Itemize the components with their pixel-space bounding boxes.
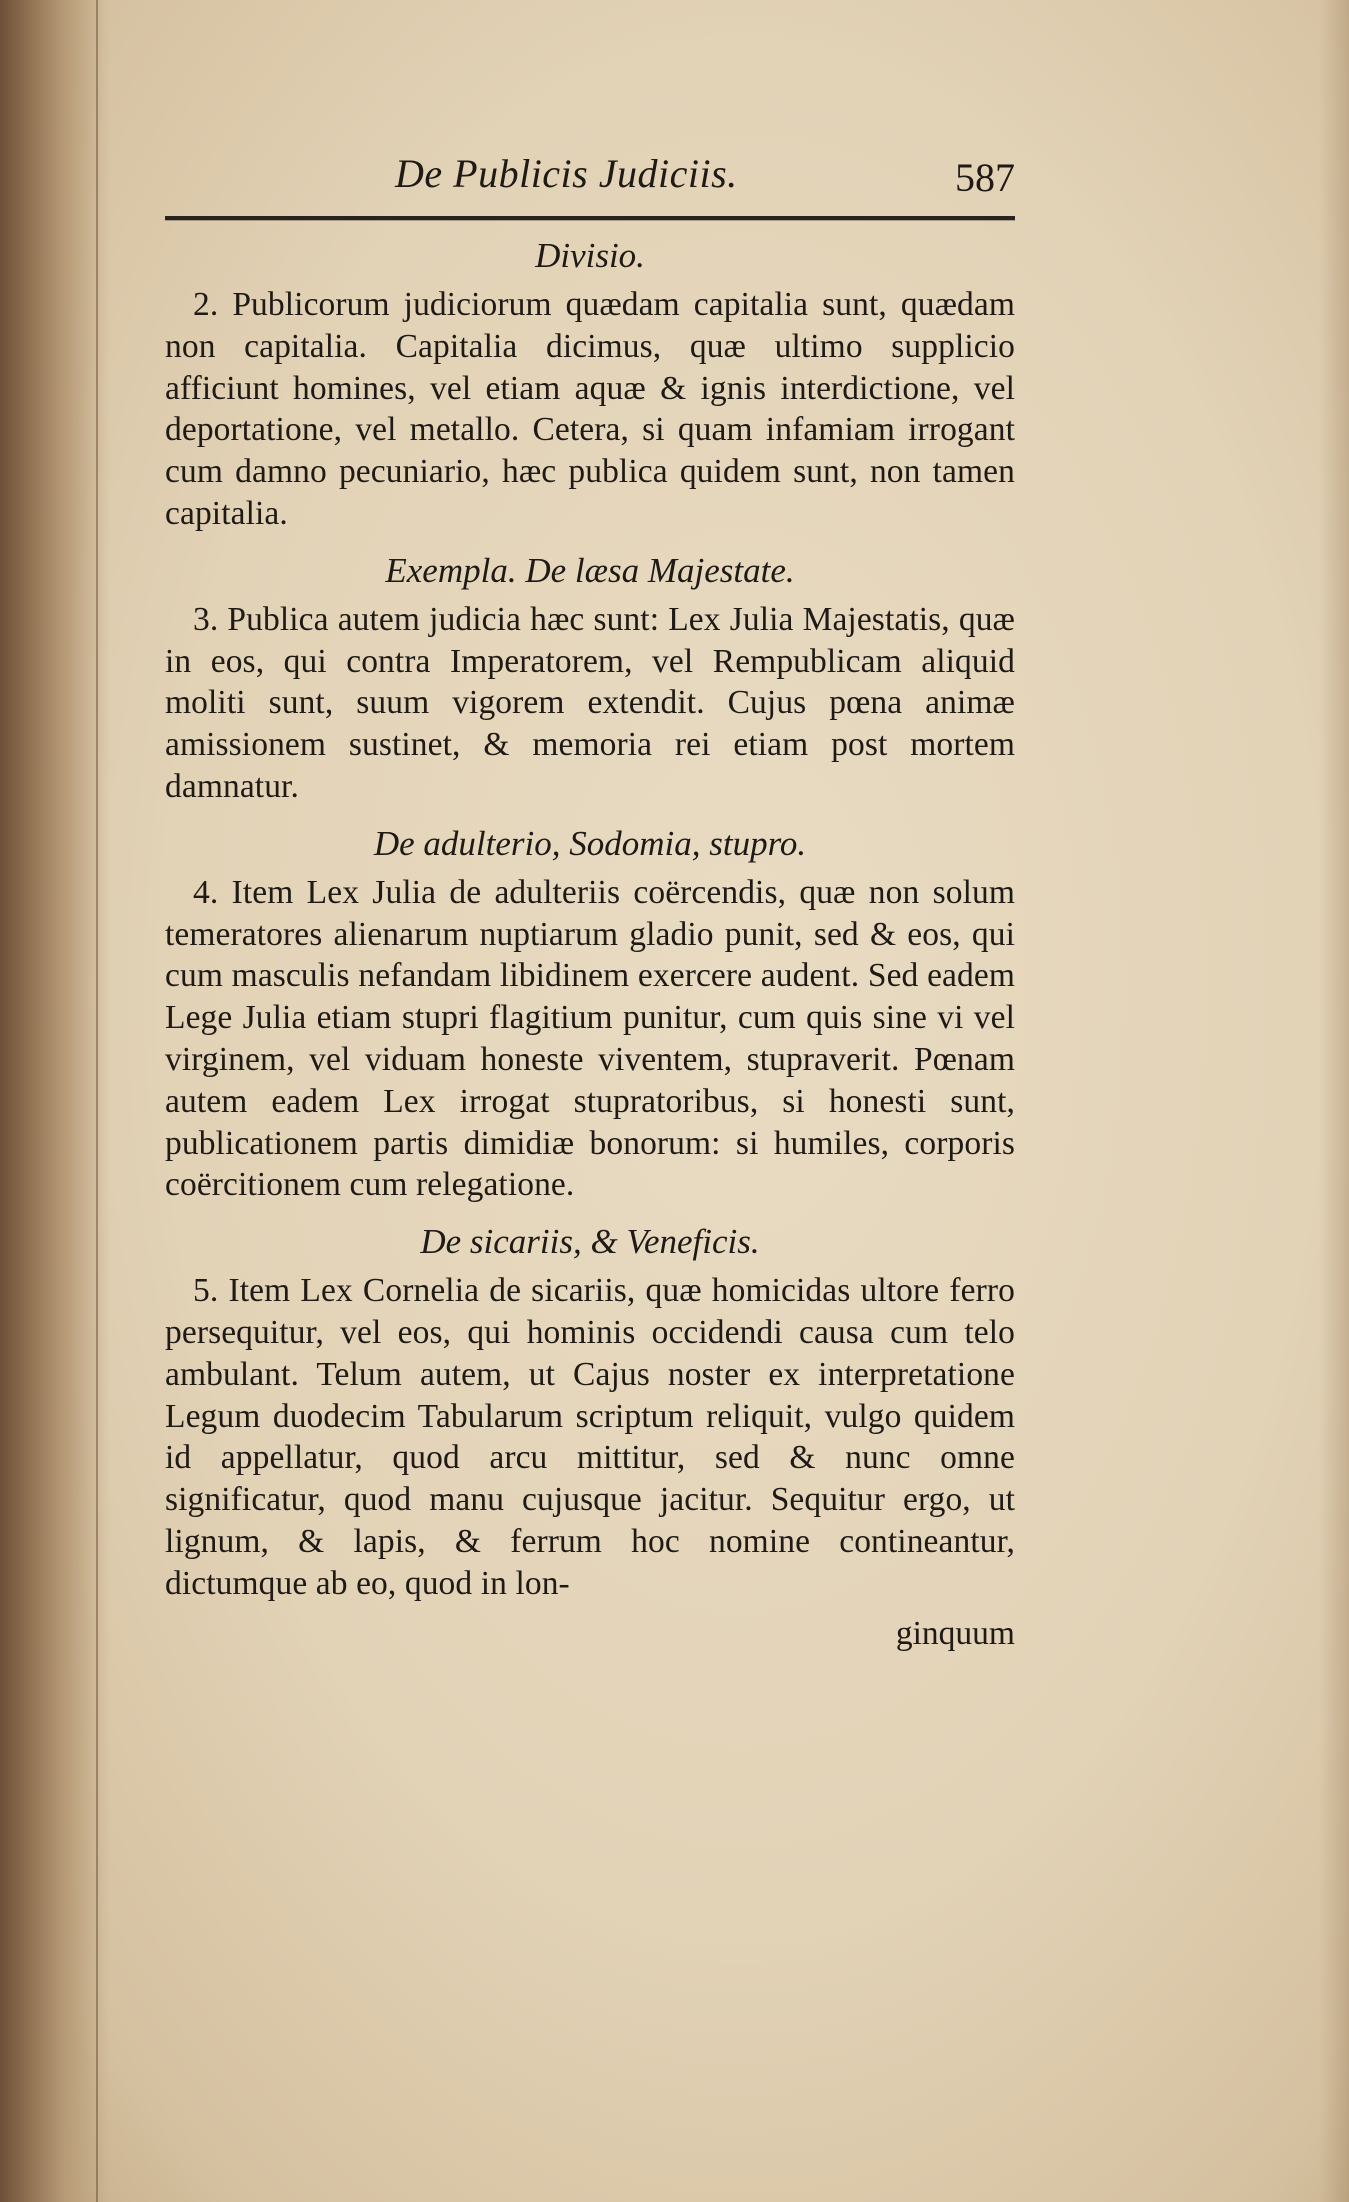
paragraph-2: 2. Publicorum judiciorum quædam capitalia sunt, quædam non capitalia. Capitalia dicimus, quæ ultimo supplicio afficiunt homines, vel etiam aquæ & ignis interdictione, vel deportatione, vel metallo. Cetera, si quam infamiam irrogant cum damno pecuniario, hæc publica quidem sunt, non tamen capitalia.: [165, 286, 1015, 532]
section-heading-adulterio: De adulterio, Sodomia, stupro.: [373, 823, 807, 863]
gutter-fold-line: [96, 0, 98, 2202]
paragraph-4: 4. Item Lex Julia de adulteriis coërcendis, quæ non solum temeratores alienarum nuptiarum gladio punit, sed & eos, qui cum masculis nefandam libidinem exercere audent. Sed eadem Lege Julia etiam stupri flagitium punitur, cum quis sine vi vel virginem, vel viduam honeste viventem, stupraverit. Pœnam autem eadem Lex irrogat stupratoribus, si honesti sunt, publicationem partis dimidiæ bonorum: si humiles, corporis coërcitionem cum relegatione.: [165, 873, 1015, 1204]
text-block: [165, 150, 1015, 1655]
catchword: ginquum: [895, 1614, 1015, 1652]
section-heading-exempla: Exempla. De læsa Majestate.: [385, 550, 795, 590]
section-heading-sicariis: De sicariis, & Veneficis.: [420, 1222, 760, 1262]
running-title: De Publicis Judiciis.: [395, 151, 738, 196]
binding-gutter: [0, 0, 110, 2202]
running-head: [165, 150, 1015, 212]
page-edge-shadow: [1319, 0, 1349, 2202]
section-heading-divisio: Divisio.: [535, 236, 645, 275]
paragraph-3: 3. Publica autem judicia hæc sunt: Lex Julia Majestatis, quæ in eos, qui contra Imperatorem, vel Rempublicam aliquid moliti sunt, suum vigorem extendit. Cujus pœna animæ amissionem sustinet, & memoria rei etiam post mortem damnatur.: [165, 600, 1015, 805]
page-number: 587: [955, 155, 1015, 200]
paragraph-5: 5. Item Lex Cornelia de sicariis, quæ homicidas ultore ferro persequitur, vel eos, qui hominis occidendi causa cum telo ambulant. Telum autem, ut Cajus noster ex interpretatione Legum duodecim Tabularum scriptum reliquit, vulgo quidem id appellatur, quod arcu mittitur, sed & nunc omne significatur, quod manu cujusque jacitur. Sequitur ergo, ut lignum, & lapis, & ferrum hoc nomine contineantur, dictumque ab eo, quod in lon-: [165, 1272, 1015, 1602]
header-rule: [165, 216, 1015, 220]
